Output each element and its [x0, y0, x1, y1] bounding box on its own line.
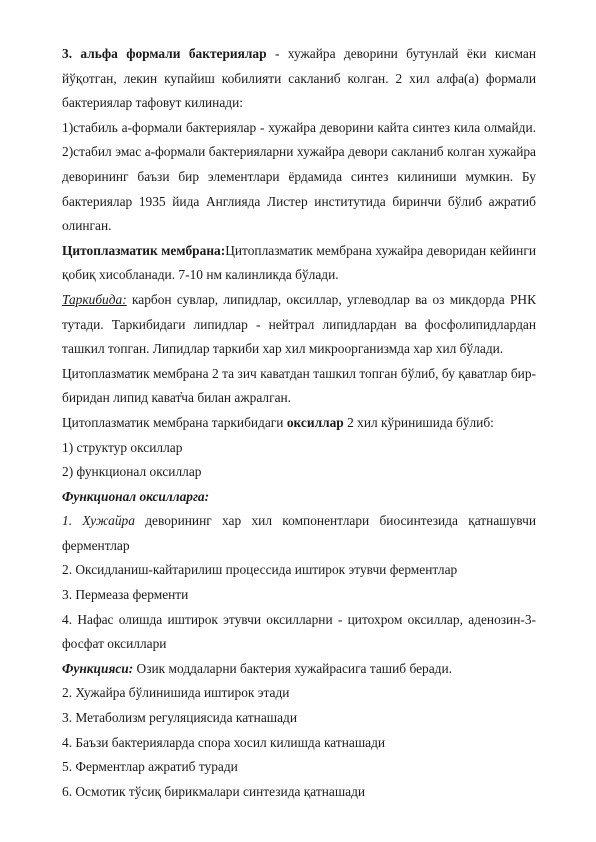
function-paragraph: [62, 657, 536, 682]
membrane-paragraph: [62, 239, 536, 288]
proteins-after: 2 хил кўринишида бўлиб:: [343, 414, 494, 430]
list-item: 4. Нафас олишда иштирок этувчи оксилларни - цитохром оксиллар, аденозин-3-фосфат оксиллари: [62, 611, 536, 652]
function-heading: Функцияси:: [62, 660, 134, 676]
function-text: Озик моддаларни бактерия хужайрасига ташиб беради.: [133, 660, 452, 676]
functional-heading: Функционал оксилларга:: [62, 488, 210, 504]
list-item: [62, 509, 536, 558]
alpha-types-paragraph: 1)стабиль а-формали бактериялар - хужайра деворини кайта синтез кила олмайди. 2)стабил эмас а-формали бактерияларни хужайра девори сакланиб колган хужайра деворининг баъзи бир элементлари ёрдамида синтез килиниши мумкин. Бу бактериялар 1935 йида Англияда Листер институтида биринчи бўлиб ажратиб олинган.: [62, 119, 536, 234]
list-item: 3. Пермеаза ферменти: [62, 587, 189, 603]
list-item: 5. Ферментлар ажратиб туради: [62, 759, 238, 775]
proteins-before: Цитоплазматик мембрана таркибидаги: [62, 414, 287, 430]
alpha-forms-paragraph: [62, 42, 536, 116]
list-item: 4. Баъзи бактерияларда спора хосил килишда катнашади: [62, 734, 386, 750]
membrane-text: Цитоплазматик мембрана хужайра деворидан кейинги қобиқ хисобланади. 7-10 нм калинликда бўлади.: [62, 242, 536, 283]
layers-paragraph: Цитоплазматик мембрана 2 та зич каватдан ташкил топган бўлиб, бу қаватлар бир-биридан липид кават҆ча билан ажралган.: [62, 365, 536, 406]
functional-first-term: 1. Хужайра: [62, 513, 135, 529]
document-page: [62, 42, 536, 804]
list-item: 6. Осмотик тўсиқ бирикмалари синтезида қатнашади: [62, 783, 366, 799]
composition-term: Таркибида:: [62, 291, 127, 307]
list-item: 3. Метаболизм регуляциясида катнашади: [62, 710, 298, 726]
list-item: 2. Хужайра бўлинишида иштирок этади: [62, 685, 290, 701]
alpha-forms-term: 3. альфа формали бактериялар: [62, 46, 267, 61]
proteins-term: оксиллар: [286, 414, 344, 430]
composition-text: карбон сувлар, липидлар, оксиллар, углеводлар ва оз микдорда РНК тутади. Таркибидаги липидлар - нейтрал липидлардан ва фосфолипидлардан ташкил топган. Липидлар таркиби хар хил микроорганизмда хар хил бўлади.: [62, 291, 536, 357]
composition-paragraph: [62, 288, 536, 362]
functional-first-text: деворининг хар хил компонентлари биосинтезида қатнашувчи ферментлар: [62, 513, 536, 553]
list-item: 2) функционал оксиллар: [62, 464, 202, 480]
alpha-forms-text: - хужайра деворини бутунлай ёки кисман йўқотган, лекин купайиш кобилияти сакланиб колган. 2 хил алфа(а) формали бактериялар тафовут килинади:: [62, 46, 536, 111]
list-item: 2. Оксидланиш-кайтарилиш процессида иштирок этувчи ферментлар: [62, 562, 458, 578]
proteins-paragraph: [62, 411, 536, 436]
list-item: 1) структур оксиллар: [62, 439, 183, 455]
membrane-term: Цитоплазматик мембрана:: [62, 242, 226, 258]
